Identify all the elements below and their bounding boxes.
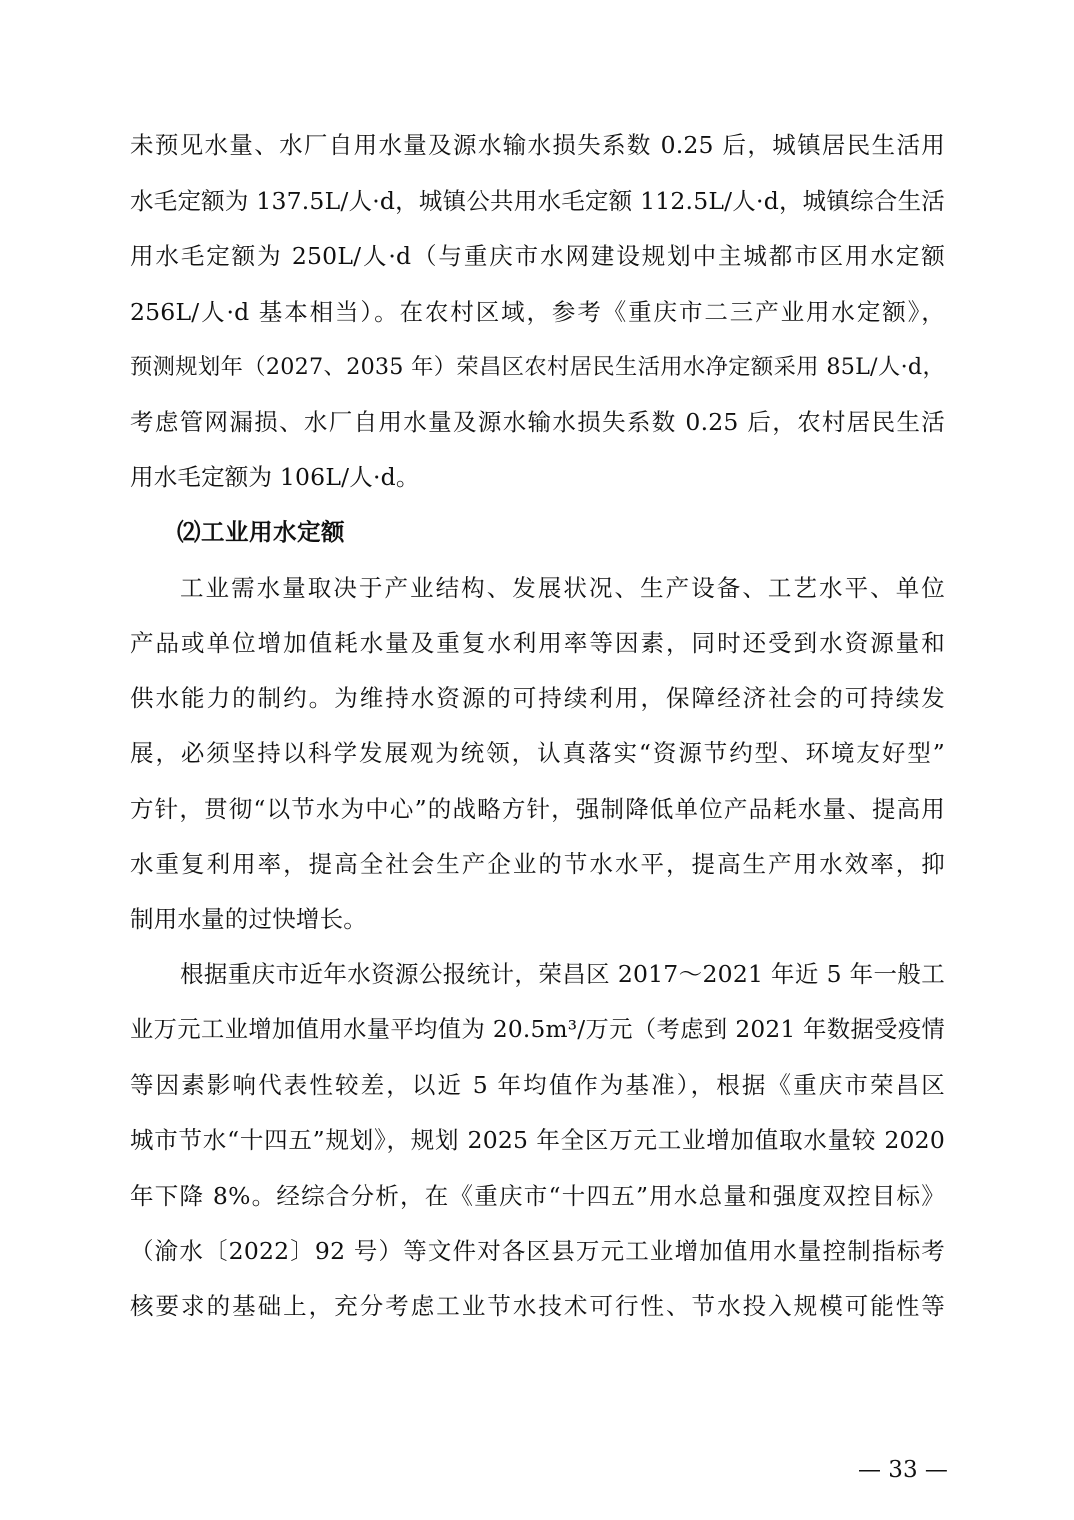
paragraph-line: 产品或单位增加值耗水量及重复水利用率等因素，同时还受到水资源量和: [130, 629, 945, 657]
paragraph-line: 水重复利用率，提高全社会生产企业的节水水平，提高生产用水效率，抑: [130, 850, 945, 878]
paragraph-line: 根据重庆市近年水资源公报统计，荣昌区 2017～2021 年近 5 年一般工: [180, 960, 945, 988]
paragraph-line: 城市节水“十四五”规划》，规划 2025 年全区万元工业增加值取水量较 2020: [130, 1126, 945, 1154]
section-heading: ⑵工业用水定额: [177, 518, 345, 546]
paragraph-line: 未预见水量、水厂自用水量及源水输水损失系数 0.25 后，城镇居民生活用: [130, 131, 945, 159]
paragraph-line: 256L/人·d 基本相当）。在农村区域，参考《重庆市二三产业用水定额》，: [130, 298, 945, 326]
page-number: — 33 —: [858, 1457, 948, 1483]
paragraph-line: 用水毛定额为 106L/人·d。: [130, 463, 420, 491]
paragraph-line: （渝水〔2022〕92 号）等文件对各区县万元工业增加值用水量控制指标考: [130, 1237, 945, 1265]
paragraph-line: 业万元工业增加值用水量平均值为 20.5m³/万元（考虑到 2021 年数据受疫情: [130, 1016, 945, 1043]
paragraph-line: 核要求的基础上，充分考虑工业节水技术可行性、节水投入规模可能性等: [130, 1292, 945, 1320]
paragraph-line: 考虑管网漏损、水厂自用水量及源水输水损失系数 0.25 后，农村居民生活: [130, 408, 945, 436]
paragraph-line: 预测规划年（2027、2035 年）荣昌区农村居民生活用水净定额采用 85L/人·d，: [130, 354, 945, 380]
paragraph-line: 用水毛定额为 250L/人·d（与重庆市水网建设规划中主城都市区用水定额: [130, 242, 945, 270]
paragraph-line: 等因素影响代表性较差，以近 5 年均值作为基准），根据《重庆市荣昌区: [130, 1071, 945, 1099]
paragraph-line: 年下降 8%。经综合分析，在《重庆市“十四五”用水总量和强度双控目标》: [130, 1182, 945, 1210]
paragraph-line: 制用水量的过快增长。: [130, 905, 367, 933]
paragraph-line: 方针，贯彻“以节水为中心”的战略方针，强制降低单位产品耗水量、提高用: [130, 795, 945, 823]
paragraph-line: 展，必须坚持以科学发展观为统领，认真落实“资源节约型、环境友好型”: [130, 739, 945, 767]
paragraph-line: 供水能力的制约。为维持水资源的可持续利用，保障经济社会的可持续发: [130, 684, 945, 712]
paragraph-line: 工业需水量取决于产业结构、发展状况、生产设备、工艺水平、单位: [180, 574, 945, 602]
paragraph-line: 水毛定额为 137.5L/人·d，城镇公共用水毛定额 112.5L/人·d，城镇综合生活: [130, 187, 945, 215]
